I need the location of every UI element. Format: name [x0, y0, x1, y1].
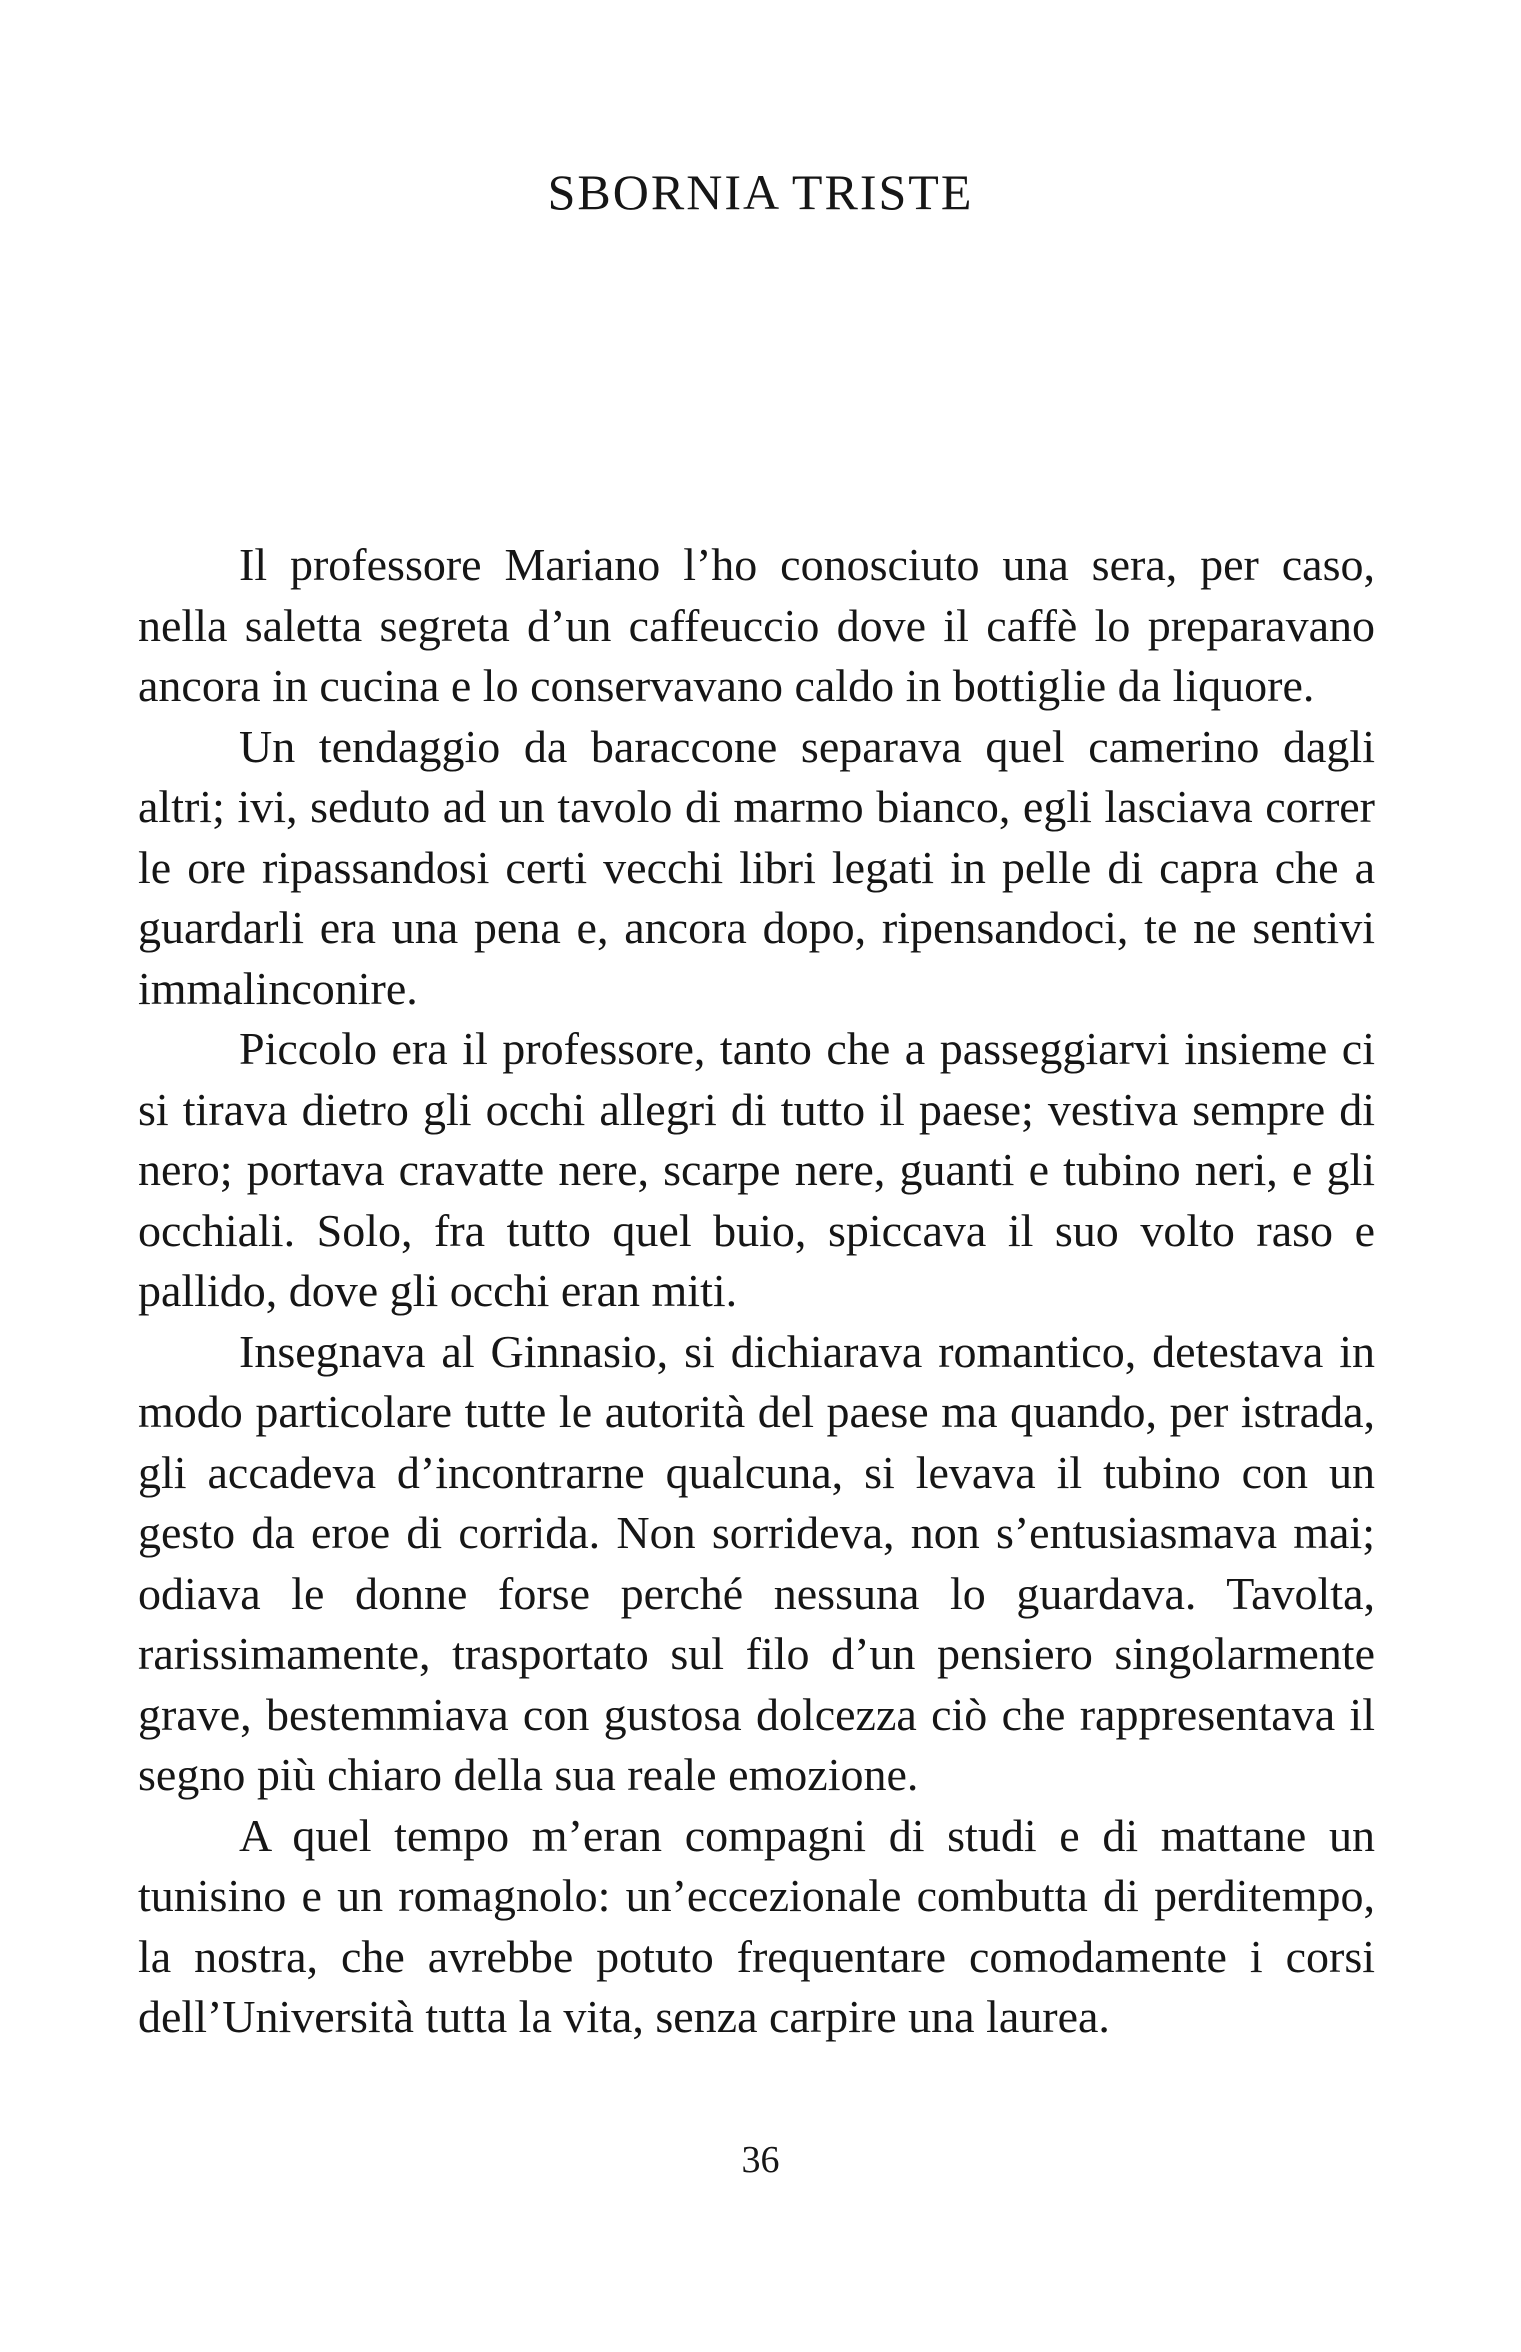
page-number: 36	[741, 2139, 780, 2181]
paragraph-2: Un tendaggio da baraccone separava quel camerino dagli altri; ivi, seduto ad un tavolo di marmo bianco, egli lasciava correr le ore ripassandosi certi vecchi libri legati in pelle di capra che a guardarli era una pena e, ancora dopo, ripensandoci, te ne sentivi immalinconire.	[138, 720, 1375, 1014]
paragraph-1: Il professore Mariano l’ho conosciuto una sera, per caso, nella saletta segreta d’un caffeuccio dove il caffè lo preparavano ancora in cucina e lo conservavano caldo in bottiglie da liquore.	[138, 539, 1375, 711]
paragraph-3: Piccolo era il professore, tanto che a passeggiarvi insieme ci si tirava dietro gli occhi allegri di tutto il paese; vestiva sempre di nero; portava cravatte nere, scarpe nere, guanti e tubino neri, e gli occhiali. Solo, fra tutto quel buio, spiccava il suo volto raso e pallido, dove gli occhi eran miti.	[138, 1023, 1375, 1316]
body-text	[138, 535, 1375, 2048]
chapter-title: SBORNIA TRISTE	[547, 164, 974, 220]
paragraph-4: Insegnava al Ginnasio, si dichiarava romantico, detestava in modo particolare tutte le autorità del paese ma quando, per istrada, gli accadeva d’incontrarne qualcuna, si levava il tubino con un gesto da eroe di corrida. Non sorrideva, non s’entusiasmava mai; odiava le donne forse perché nessuna lo guardava. Tavolta, rarissimamente, trasportato sul filo d’un pensiero singolarmente grave, bestemmiava con gustosa dolcezza ciò che rappresentava il segno più chiaro della sua reale emozione.	[138, 1325, 1375, 1800]
paragraph-5: A quel tempo m’eran compagni di studi e di mattane un tunisino e un romagnolo: un’eccezionale combutta di perditempo, la nostra, che avrebbe potuto frequentare comodamente i corsi dell’Università tutta la vita, senza carpire una laurea.	[138, 1809, 1375, 2042]
